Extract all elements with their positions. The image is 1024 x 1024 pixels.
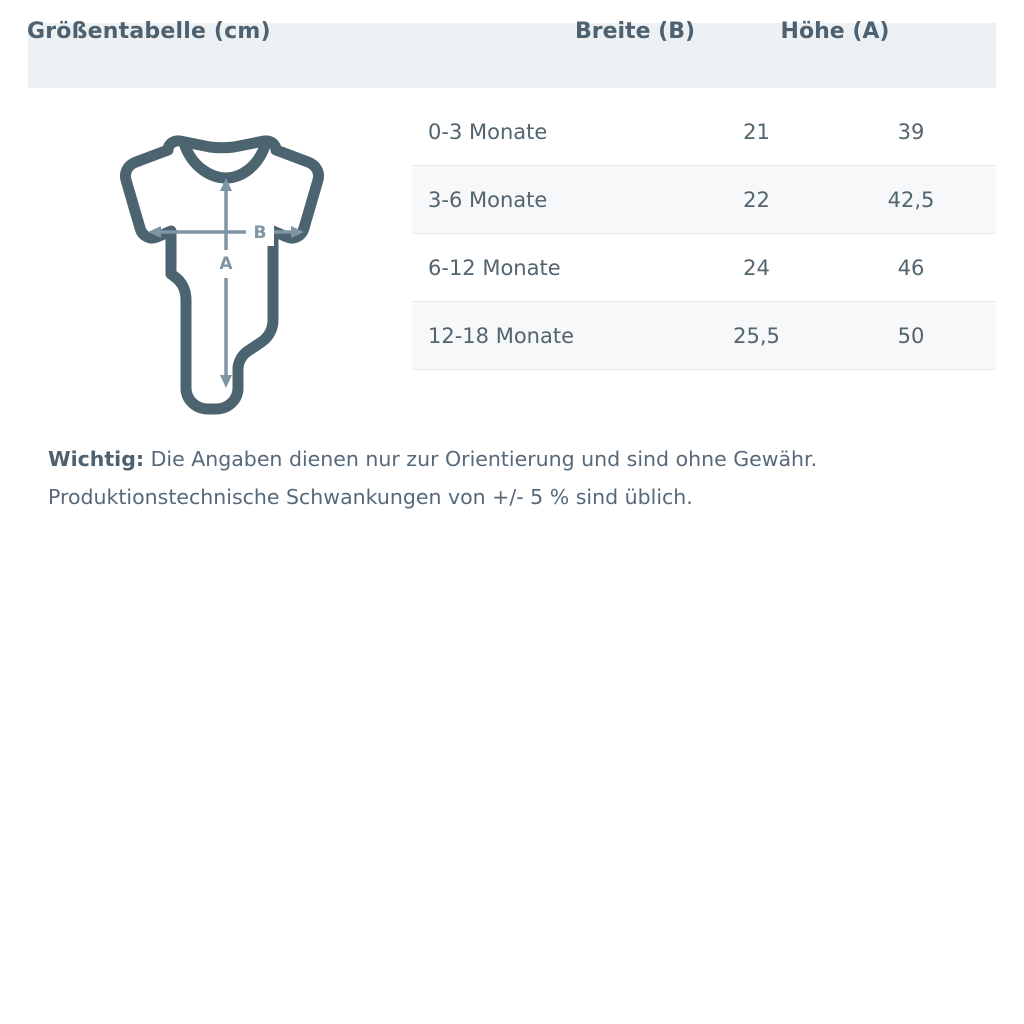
bodysuit-illustration — [60, 110, 390, 420]
table-row — [412, 98, 996, 166]
column-header-height: Höhe (A) — [780, 19, 890, 44]
svg-text:B: B — [253, 223, 267, 243]
cell-width: 24 — [743, 255, 770, 280]
table-row — [412, 166, 996, 234]
cell-width: 22 — [743, 187, 770, 212]
cell-height: 50 — [897, 323, 925, 348]
disclaimer-line-1: Die Angaben dienen nur zur Orientierung und sind ohne Gewähr. — [144, 447, 818, 471]
page-title: Größentabelle (cm) — [27, 19, 271, 44]
disclaimer-note — [48, 440, 978, 516]
cell-size: 6-12 Monate — [428, 255, 561, 280]
disclaimer-lead: Wichtig: — [48, 447, 145, 471]
table-row — [412, 234, 996, 302]
cell-height: 46 — [897, 255, 925, 280]
cell-size: 3-6 Monate — [428, 187, 548, 212]
cell-height: 39 — [897, 119, 925, 144]
cell-size: 12-18 Monate — [428, 323, 574, 348]
cell-width: 21 — [743, 119, 770, 144]
disclaimer-line-2: Produktionstechnische Schwankungen von +/- 5 % sind üblich. — [48, 485, 693, 509]
svg-text:A: A — [219, 254, 233, 274]
cell-height: 42,5 — [887, 187, 935, 212]
size-table — [412, 98, 996, 370]
column-header-width: Breite (B) — [574, 19, 696, 44]
cell-size: 0-3 Monate — [428, 119, 548, 144]
table-row — [412, 302, 996, 370]
cell-width: 25,5 — [733, 323, 780, 348]
